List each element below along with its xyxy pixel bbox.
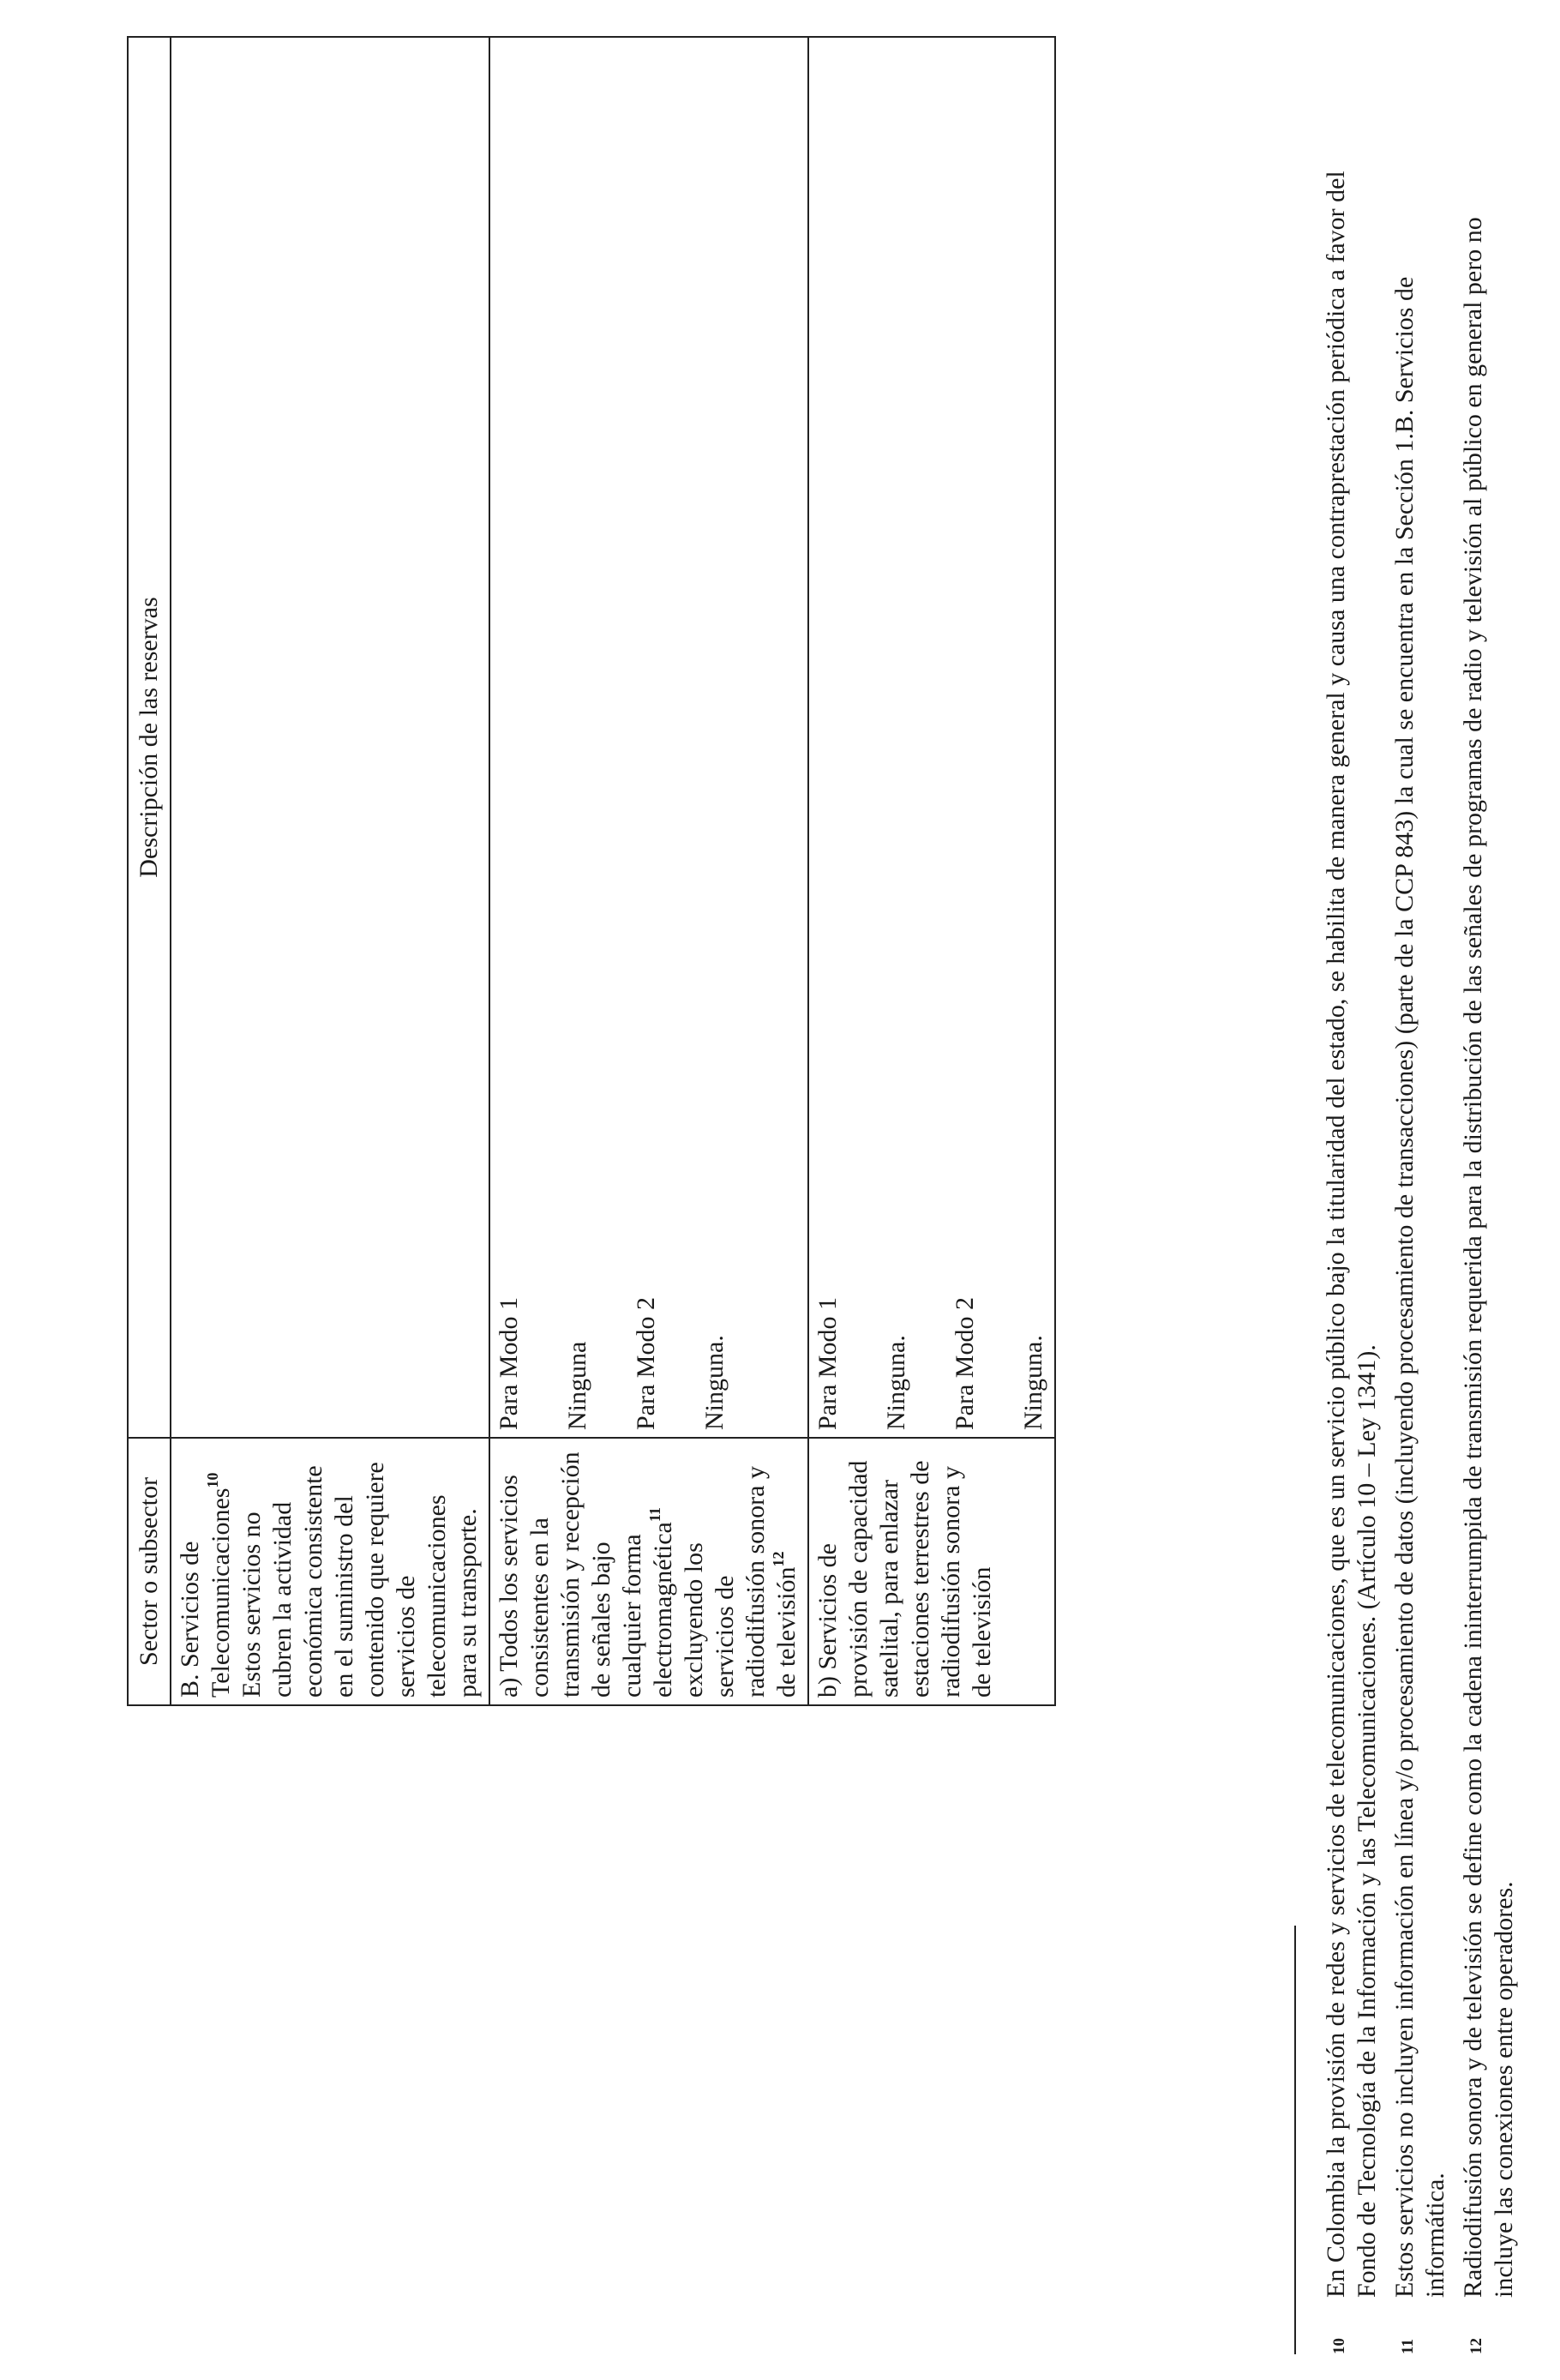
table-row bbox=[489, 37, 808, 1705]
sector-note: Estos servicios no cubren la actividad económica consistente en el suministro del contenido que requiere servicios de telecomunicaciones para su transporte. bbox=[237, 1462, 482, 1698]
mode-value: Ninguna. bbox=[700, 1335, 729, 1430]
sector-text: excluyendo los servicios de radiodifusión sonora y de televisión bbox=[680, 1466, 801, 1698]
mode-label: Para Modo 2 bbox=[632, 1297, 660, 1430]
description-cell bbox=[489, 37, 808, 1438]
footnote-number: 11 bbox=[1399, 2339, 1417, 2354]
footnote-ref: 10 bbox=[204, 1472, 221, 1488]
table-row bbox=[171, 37, 489, 1705]
sector-cell bbox=[489, 1438, 808, 1705]
footnote-number: 10 bbox=[1330, 2338, 1348, 2354]
mode-value: Ninguna. bbox=[1019, 1335, 1047, 1430]
sector-subtitle: Telecomunicaciones bbox=[207, 1488, 235, 1698]
mode-value: Ninguna. bbox=[882, 1335, 910, 1430]
reservations-table bbox=[127, 36, 1056, 1706]
sector-cell bbox=[808, 1438, 1055, 1705]
sector-cell bbox=[171, 1438, 489, 1705]
description-cell bbox=[808, 37, 1055, 1438]
footnote-number: 12 bbox=[1467, 2338, 1485, 2354]
sector-title: B. Servicios de bbox=[176, 1541, 204, 1698]
footnote bbox=[1389, 159, 1451, 2354]
footnote-text: En Colombia la provisión de redes y servicios de telecomunicaciones, que es un servicio público bajo la titularidad del estado, se habilita de manera general y causa una contraprestación periódica a favor del Fondo de Tecnología de la Información y las Telecomunicaciones. (Artículo 10 – Ley 1341). bbox=[1322, 171, 1381, 2298]
sector-text: b) Servicios de provisión de capacidad satelital, para enlazar estaciones terrestres de radiodifusión sonora y de televisión bbox=[813, 1460, 996, 1698]
sector-text: a) Todos los servicios consistentes en la transmisión y recepción de señales bajo cualquier forma electromagnética bbox=[495, 1451, 677, 1698]
mode-label: Para Modo 2 bbox=[951, 1297, 979, 1430]
mode-label: Para Modo 1 bbox=[495, 1297, 523, 1430]
description-cell bbox=[171, 37, 489, 1438]
footnote bbox=[1458, 159, 1520, 2354]
mode-label: Para Modo 1 bbox=[813, 1297, 842, 1430]
table-header-row bbox=[128, 37, 171, 1705]
footnote-separator bbox=[1294, 1926, 1296, 2354]
footnote-ref: 11 bbox=[646, 1507, 663, 1523]
footnote bbox=[1321, 159, 1383, 2354]
mode-value: Ninguna bbox=[563, 1341, 591, 1430]
footnote-ref: 12 bbox=[770, 1551, 787, 1567]
header-sector: Sector o subsector bbox=[128, 1438, 171, 1705]
header-description: Descripción de las reservas bbox=[128, 37, 171, 1438]
table-row bbox=[808, 37, 1055, 1705]
footnote-text: Radiodifusión sonora y de televisión se define como la cadena ininterrumpida de transmisión requerida para la distribución de las señales de programas de radio y televisión al público en general pero no incluye las conexiones entre operadores. bbox=[1459, 217, 1518, 2298]
footnote-text: Estos servicios no incluyen información en línea y/o procesamiento de datos (incluyendo procesamiento de transacciones) (parte de la CCP 843) la cual se encuentra en la Sección 1.B. Servicios de informática. bbox=[1390, 276, 1449, 2298]
